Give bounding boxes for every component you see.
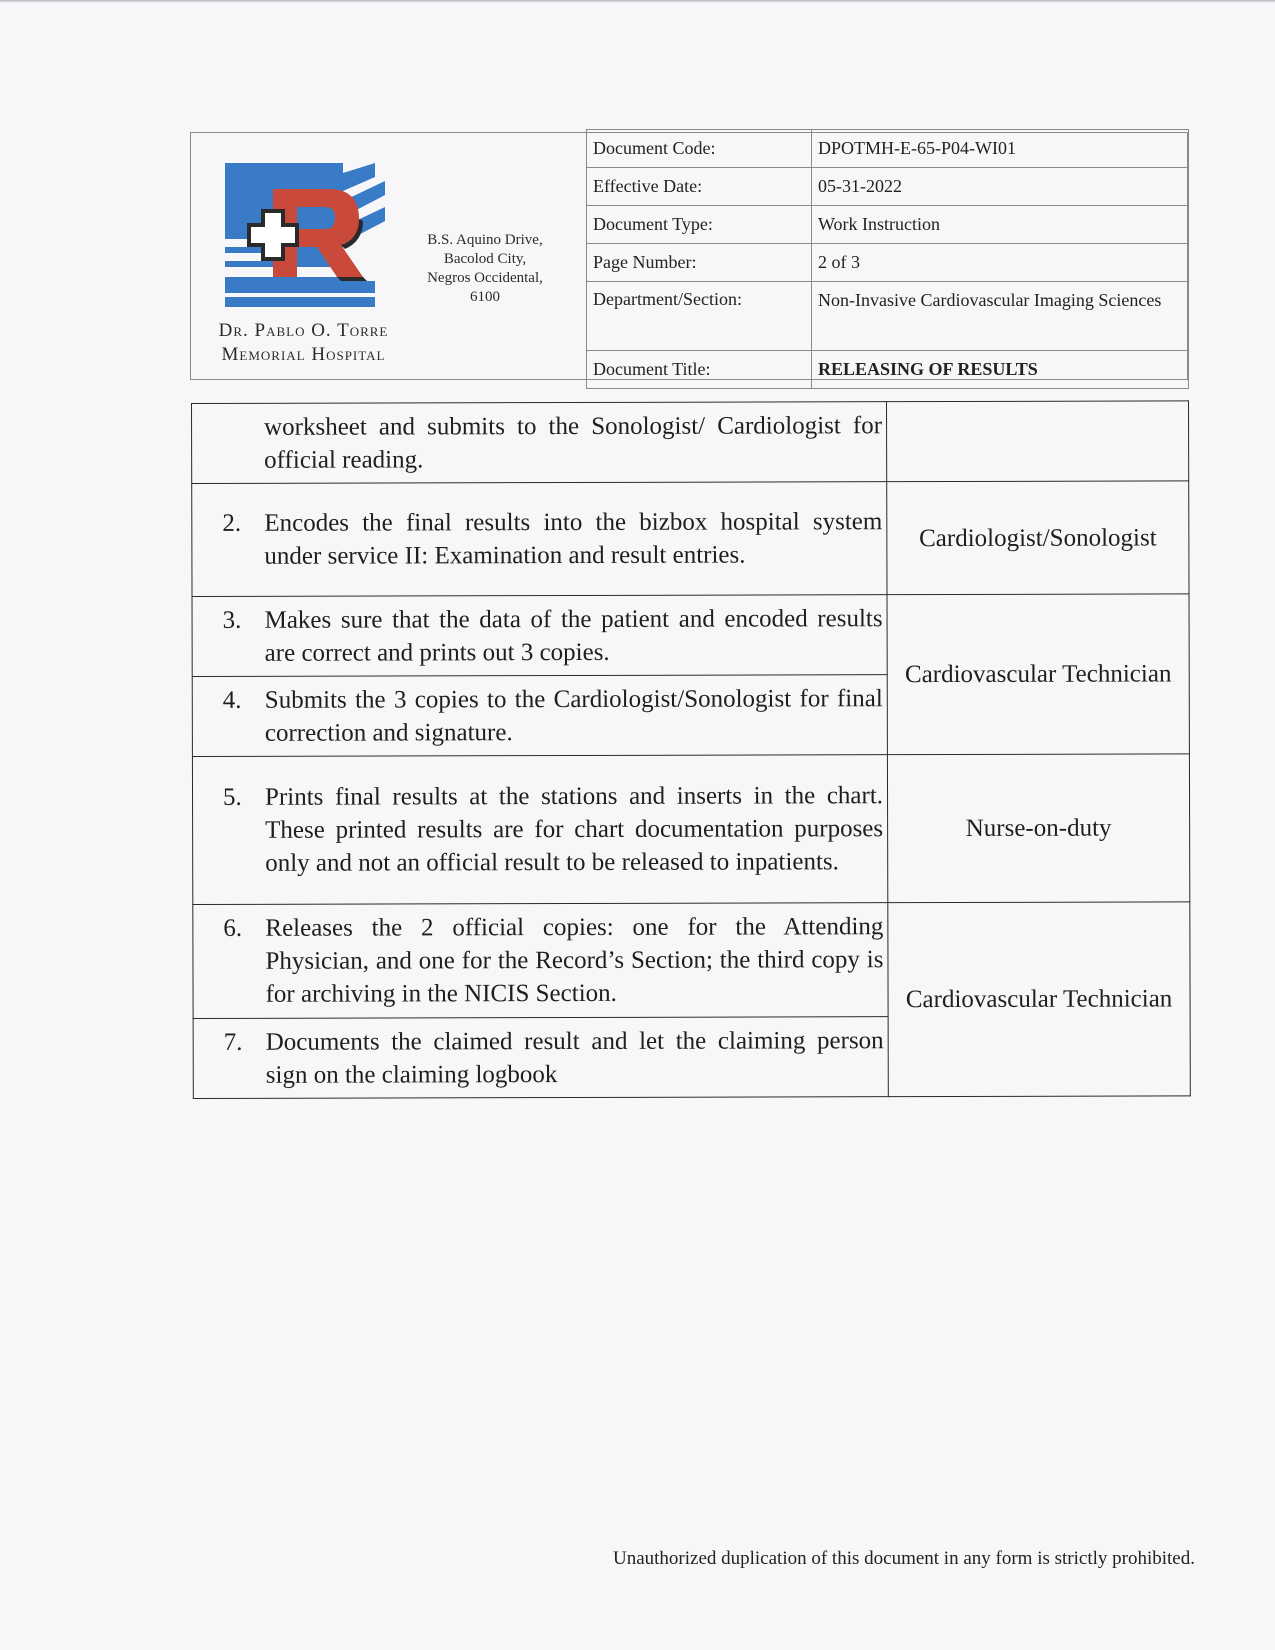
step-action-cell: [192, 675, 887, 757]
hospital-logo-icon: [225, 163, 385, 315]
meta-row-document-title: [587, 351, 1189, 389]
step-number: 5.: [222, 783, 242, 811]
step-text: Makes sure that the data of the patient and encoded results are correct and prints out 3 copies.: [264, 604, 883, 667]
step-item: [224, 1024, 884, 1092]
step-action-cell: [193, 903, 888, 1019]
step-action-cell: [193, 1017, 888, 1099]
meta-label: Effective Date:: [587, 168, 812, 206]
meta-label: Document Type:: [587, 206, 812, 244]
step-number: 2.: [222, 509, 242, 537]
responsible-cell: [886, 401, 1188, 482]
meta-value: 2 of 3: [812, 244, 1189, 282]
step-number: 3.: [222, 606, 242, 634]
table-row: [192, 594, 1189, 677]
step-text: Submits the 3 copies to the Cardiologist/Sonologist for final correction and signature.: [264, 684, 883, 747]
step-action-cell: [192, 755, 887, 905]
address-line: Negros Occidental,: [427, 270, 543, 286]
meta-row-document-code: [587, 130, 1189, 168]
meta-label: Document Code:: [587, 130, 812, 168]
responsible-cell: Nurse-on-duty: [887, 754, 1189, 903]
step-text: Documents the claimed result and let the claiming person sign on the claiming logbook: [265, 1026, 884, 1089]
table-row: [193, 902, 1190, 1019]
table-row: [192, 481, 1189, 597]
step-number: 4.: [222, 686, 242, 714]
address-line: Bacolod City,: [443, 251, 527, 267]
responsible-cell: Cardiovascular Technician: [887, 594, 1189, 755]
meta-row-page-number: [587, 244, 1189, 282]
hospital-name-line1: Dr. Pablo O. Torre: [218, 320, 389, 341]
hospital-address: [416, 231, 554, 307]
address-line: 6100: [470, 289, 500, 305]
meta-value: Work Instruction: [812, 206, 1189, 244]
meta-value: Non-Invasive Cardiovascular Imaging Sciences: [812, 282, 1189, 351]
meta-label: Document Title:: [587, 351, 812, 389]
logo-block: [191, 133, 416, 379]
responsible-cell: Cardiovascular Technician: [888, 902, 1191, 1097]
meta-value: DPOTMH-E-65-P04-WI01: [812, 130, 1189, 168]
meta-value: 05-31-2022: [812, 168, 1189, 206]
step-item: [223, 779, 883, 880]
document-header: [190, 132, 1188, 380]
step-action-cell: [192, 402, 887, 484]
step-text: Prints final results at the stations and inserts in the chart. These printed results are for chart documentation purposes only and not an official result to be released to inpatients.: [264, 782, 884, 877]
step-continuation-text: worksheet and submits to the Sonologist/ Cardiologist for official reading.: [264, 411, 883, 474]
meta-label: Page Number:: [587, 244, 812, 282]
meta-row-department: [587, 282, 1189, 351]
step-text: Releases the 2 official copies: one for the Attending Physician, and one for the Record’s Section; the third copy is for archiving in the NICIS Section.: [265, 913, 884, 1008]
table-row: [192, 401, 1189, 484]
meta-label: Department/Section:: [587, 282, 812, 351]
responsible-cell: Cardiologist/Sonologist: [887, 481, 1189, 595]
footer-disclaimer: Unauthorized duplication of this document in any form is strictly prohibited.: [612, 1548, 1195, 1569]
step-item: [223, 602, 883, 670]
table-row: [192, 754, 1189, 905]
meta-row-effective-date: [587, 168, 1189, 206]
hospital-name: [191, 319, 416, 367]
step-number: 6.: [223, 914, 243, 942]
step-item: [223, 910, 883, 1011]
procedure-steps-table: [191, 400, 1191, 1099]
step-number: 7.: [223, 1028, 243, 1056]
step-item: [223, 682, 883, 750]
step-item: [222, 505, 882, 573]
step-text: Encodes the final results into the bizbox hospital system under service II: Examination and result entries.: [264, 508, 883, 570]
document-meta-table: [586, 129, 1189, 389]
document-title: RELEASING OF RESULTS: [812, 351, 1189, 389]
address-line: B.S. Aquino Drive,: [427, 232, 543, 248]
hospital-name-line2: Memorial Hospital: [221, 344, 386, 365]
scan-edge: [0, 0, 1275, 3]
meta-row-document-type: [587, 206, 1189, 244]
step-action-cell: [192, 482, 887, 597]
step-action-cell: [192, 595, 887, 677]
